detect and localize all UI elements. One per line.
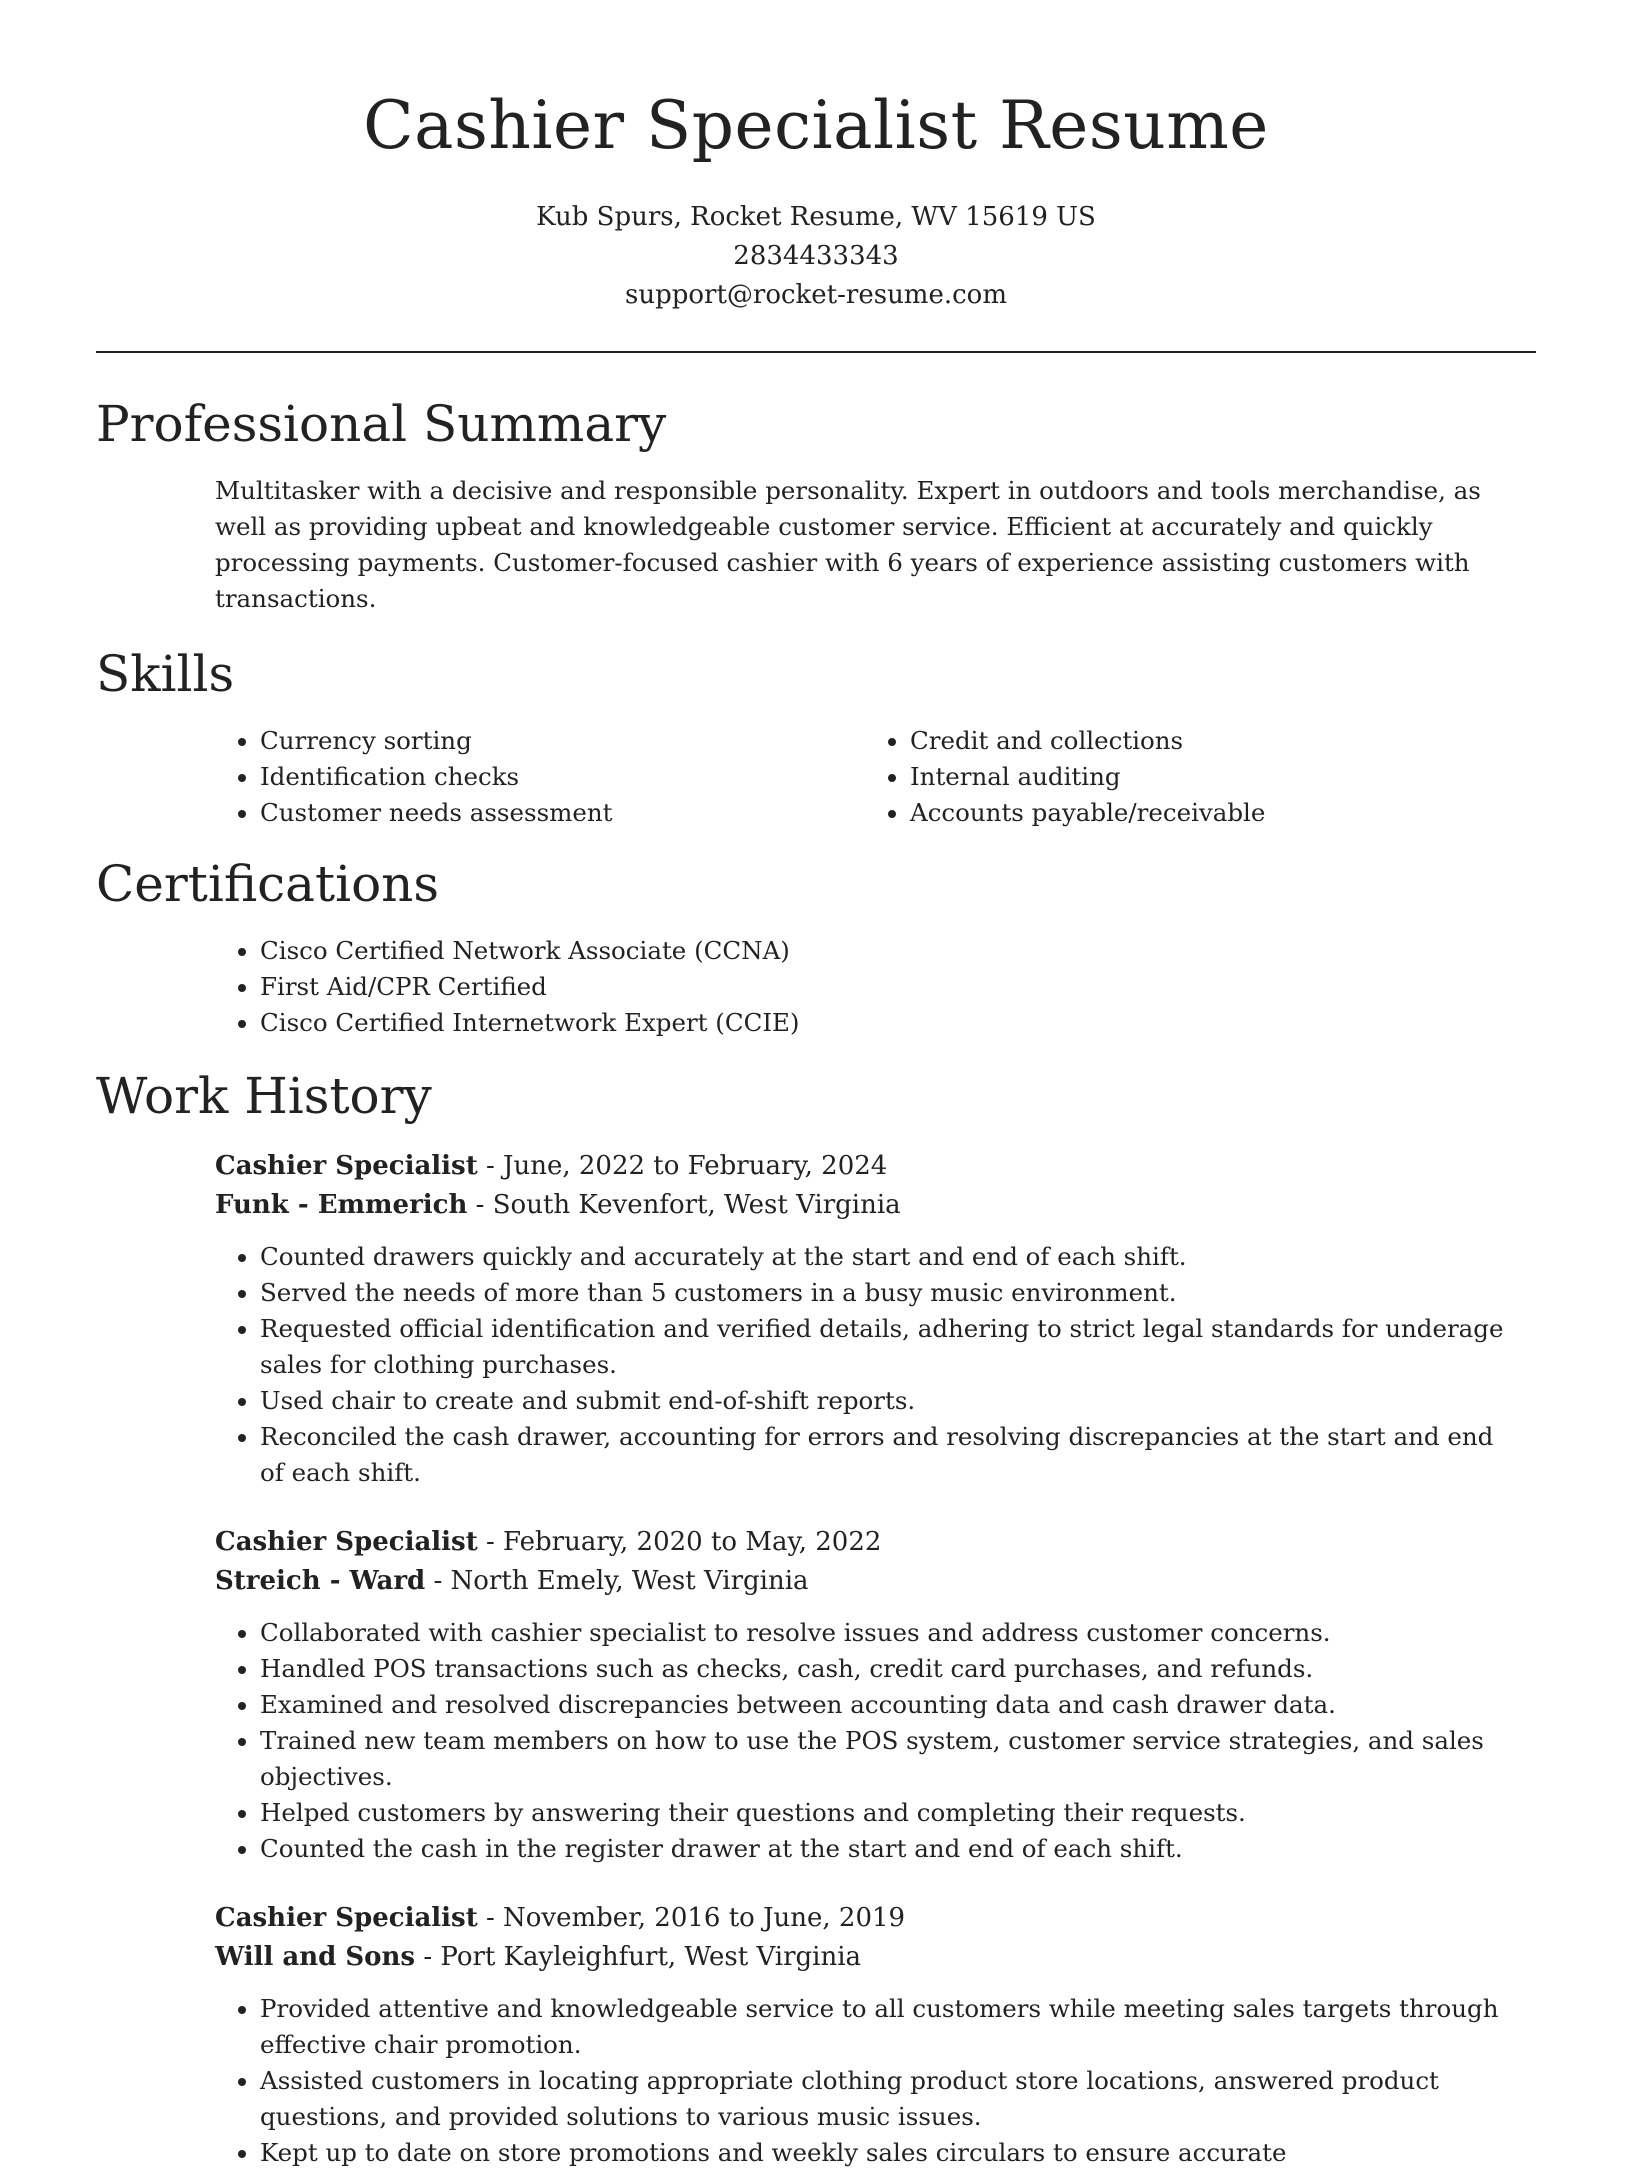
job-duty-item: • Examined and resolved discrepancies between accounting data and cash drawer data. bbox=[260, 1687, 1515, 1723]
job-duty-item: • Collaborated with cashier specialist to resolve issues and address customer concerns. bbox=[260, 1615, 1515, 1651]
job-duty-item: • Trained new team members on how to use the POS system, customer service strategies, and sales objectives. bbox=[260, 1723, 1515, 1795]
job-duty-item: • Counted the cash in the register drawer at the start and end of each shift. bbox=[260, 1831, 1515, 1867]
job-duty-item: • Counted drawers quickly and accurately at the start and end of each shift. bbox=[260, 1239, 1515, 1275]
skill-item: • Identification checks bbox=[260, 759, 865, 795]
job-location: - North Emely, West Virginia bbox=[425, 1566, 809, 1596]
contact-address: Kub Spurs, Rocket Resume, WV 15619 US bbox=[536, 202, 1096, 232]
skill-item: • Currency sorting bbox=[260, 723, 865, 759]
resume-title: Cashier Specialist Resume bbox=[363, 87, 1269, 164]
job-duty-item: • Provided attentive and knowledgeable service to all customers while meeting sales targets through effective chair promotion. bbox=[260, 1991, 1515, 2063]
job-duties bbox=[215, 1615, 1515, 1867]
header-divider bbox=[96, 351, 1536, 353]
skill-item: • Internal auditing bbox=[910, 759, 1515, 795]
job-duty-item: • Reconciled the cash drawer, accounting for errors and resolving discrepancies at the start and end of each shift. bbox=[260, 1419, 1515, 1491]
certification-item: • First Aid/CPR Certified bbox=[260, 969, 1632, 1005]
job-title-line bbox=[215, 1523, 1515, 1562]
skills-list bbox=[215, 723, 1632, 831]
section-title-summary: Professional Summary bbox=[96, 395, 667, 453]
job-duty-item: • Used chair to create and submit end-of-shift reports. bbox=[260, 1383, 1515, 1419]
job-entry bbox=[215, 1147, 1515, 1491]
skill-item: • Credit and collections bbox=[910, 723, 1515, 759]
job-company-line bbox=[215, 1938, 1515, 1977]
skill-item: • Accounts payable/receivable bbox=[910, 795, 1515, 831]
certifications-list bbox=[215, 933, 1632, 1041]
summary-text: Multitasker with a decisive and responsible personality. Expert in outdoors and tools merchandise, as well as providing upbeat and knowledgeable customer service. Efficient at accurately and quickly processing payments. Customer-focused cashier with 6 years of experience assisting customers with transactions. bbox=[215, 476, 1481, 613]
job-title: Cashier Specialist bbox=[215, 1151, 478, 1181]
job-dates: - June, 2022 to February, 2024 bbox=[477, 1151, 888, 1181]
job-company: Will and Sons bbox=[215, 1942, 416, 1972]
job-title: Cashier Specialist bbox=[215, 1527, 478, 1557]
job-duty-item: • Handled POS transactions such as checks, cash, credit card purchases, and refunds. bbox=[260, 1651, 1515, 1687]
job-duty-item: • Requested official identification and verified details, adhering to strict legal standards for underage sales for clothing purchases. bbox=[260, 1311, 1515, 1383]
job-dates: - November, 2016 to June, 2019 bbox=[477, 1903, 906, 1933]
job-title-line bbox=[215, 1147, 1515, 1186]
job-duty-item: • Kept up to date on store promotions and weekly sales circulars to ensure accurate bbox=[260, 2135, 1515, 2171]
job-location: - South Kevenfort, West Virginia bbox=[467, 1190, 901, 1220]
certification-item: • Cisco Certified Internetwork Expert (CCIE) bbox=[260, 1005, 1632, 1041]
job-location: - Port Kayleighfurt, West Virginia bbox=[415, 1942, 862, 1972]
job-duty-item: • Assisted customers in locating appropriate clothing product store locations, answered product questions, and provided solutions to various music issues. bbox=[260, 2063, 1515, 2135]
section-title-skills: Skills bbox=[96, 645, 235, 703]
skills-column-right bbox=[865, 723, 1515, 831]
job-duties bbox=[215, 1239, 1515, 1491]
job-company: Funk - Emmerich bbox=[215, 1190, 468, 1220]
certification-item: • Cisco Certified Network Associate (CCNA) bbox=[260, 933, 1632, 969]
section-title-work-history: Work History bbox=[96, 1067, 432, 1125]
job-company-line bbox=[215, 1562, 1515, 1601]
job-company-line bbox=[215, 1186, 1515, 1225]
job-duty-item: • Served the needs of more than 5 customers in a busy music environment. bbox=[260, 1275, 1515, 1311]
contact-info bbox=[0, 198, 1632, 315]
job-company: Streich - Ward bbox=[215, 1566, 426, 1596]
job-entry bbox=[215, 1523, 1515, 1867]
job-duty-item: • Helped customers by answering their questions and completing their requests. bbox=[260, 1795, 1515, 1831]
job-title: Cashier Specialist bbox=[215, 1903, 478, 1933]
resume-header bbox=[0, 0, 1632, 315]
contact-email: support@rocket-resume.com bbox=[624, 280, 1007, 310]
job-title-line bbox=[215, 1899, 1515, 1938]
job-dates: - February, 2020 to May, 2022 bbox=[477, 1527, 882, 1557]
skills-column-left bbox=[215, 723, 865, 831]
contact-phone: 2834433343 bbox=[733, 241, 899, 271]
section-title-certifications: Certifications bbox=[96, 855, 440, 913]
skill-item: • Customer needs assessment bbox=[260, 795, 865, 831]
job-duties bbox=[215, 1991, 1515, 2171]
job-entry bbox=[215, 1899, 1515, 2171]
